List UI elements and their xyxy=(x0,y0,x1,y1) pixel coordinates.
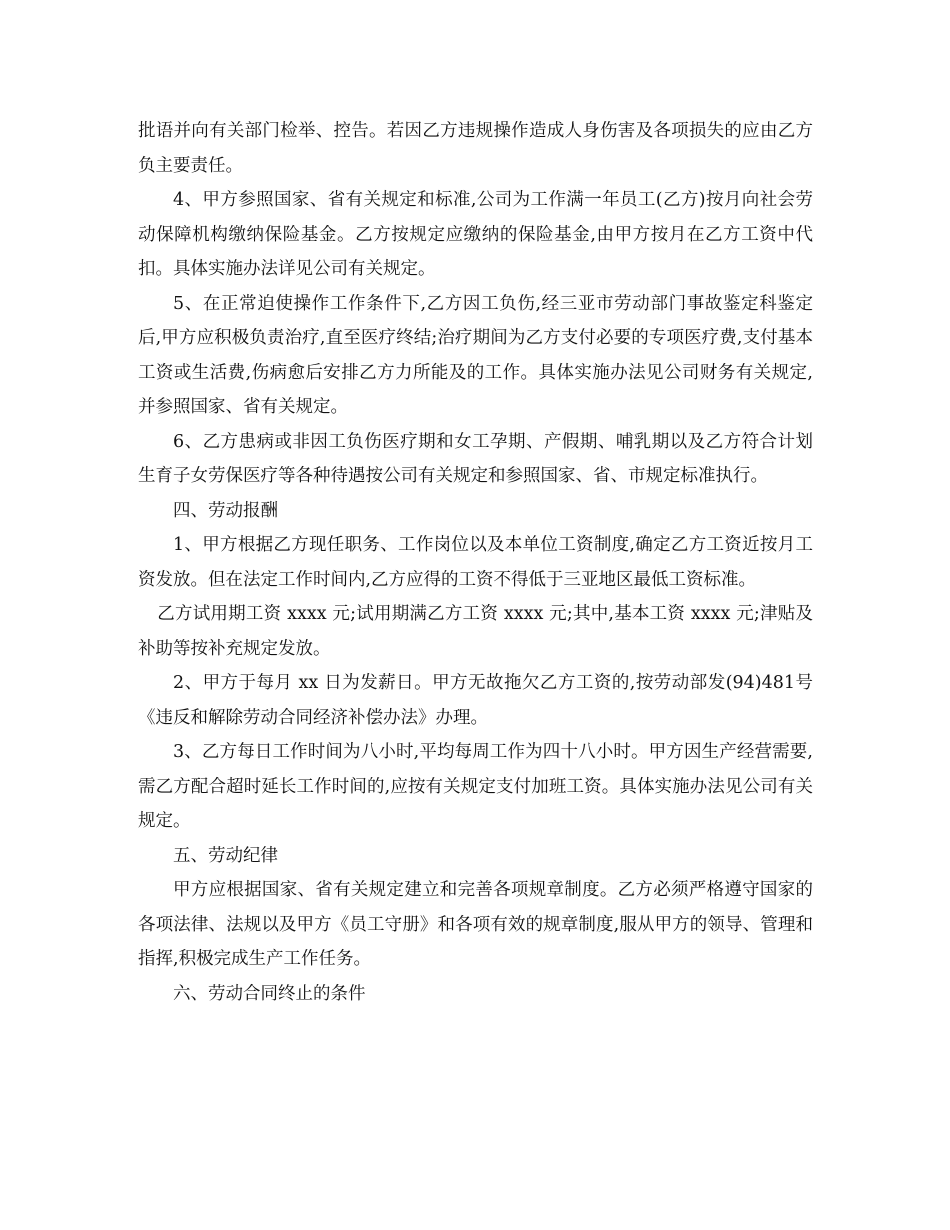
paragraph-clause-4: 4、甲方参照国家、省有关规定和标准,公司为工作满一年员工(乙方)按月向社会劳动保障机构缴纳保险基金。乙方按规定应缴纳的保险基金,由甲方按月在乙方工资中代扣。具体实施办法详见公司有关规定。 xyxy=(138,190,813,279)
paragraph-clause-6: 6、乙方患病或非因工负伤医疗期和女工孕期、产假期、哺乳期以及乙方符合计划生育子女劳保医疗等各种待遇按公司有关规定和参照国家、省、市规定标准执行。 xyxy=(138,431,813,486)
paragraph-discipline: 甲方应根据国家、省有关规定建立和完善各项规章制度。乙方必须严格遵守国家的各项法律、法规以及甲方《员工守册》和各项有效的规章制度,服从甲方的领导、管理和指挥,积极完成生产工作任务。 xyxy=(138,880,813,969)
paragraph-remuneration-3: 3、乙方每日工作时间为八小时,平均每周工作为四十八小时。甲方因生产经营需要,需乙方配合超时延长工作时间的,应按有关规定支付加班工资。具体实施办法见公司有关规定。 xyxy=(138,742,813,831)
section-heading-discipline: 五、劳动纪律 xyxy=(173,845,278,866)
paragraph-clause-5: 5、在正常迫使操作工作条件下,乙方因工负伤,经三亚市劳动部门事故鉴定科鉴定后,甲方应积极负责治疗,直至医疗终结;治疗期间为乙方支付必要的专项医疗费,支付基本工资或生活费,伤病愈后安排乙方力所能及的工作。具体实施办法见公司财务有关规定,并参照国家、省有关规定。 xyxy=(138,293,813,417)
paragraph-continuation: 批语并向有关部门检举、控告。若因乙方违规操作造成人身伤害及各项损失的应由乙方负主要责任。 xyxy=(138,121,813,176)
paragraph-remuneration-1: 1、甲方根据乙方现任职务、工作岗位以及本单位工资制度,确定乙方工资近按月工资发放。但在法定工作时间内,乙方应得的工资不得低于三亚地区最低工资标准。 xyxy=(138,535,813,590)
section-heading-termination: 六、劳动合同终止的条件 xyxy=(173,983,366,1004)
section-heading-remuneration: 四、劳动报酬 xyxy=(173,500,278,521)
document-body xyxy=(138,114,813,1011)
paragraph-remuneration-2: 2、甲方于每月 xx 日为发薪日。甲方无故拖欠乙方工资的,按劳动部发(94)481号《违反和解除劳动合同经济补偿办法》办理。 xyxy=(138,673,813,728)
paragraph-probation-wage: 乙方试用期工资 xxxx 元;试用期满乙方工资 xxxx 元;其中,基本工资 xxxx 元;津贴及补助等按补充规定发放。 xyxy=(138,604,813,659)
